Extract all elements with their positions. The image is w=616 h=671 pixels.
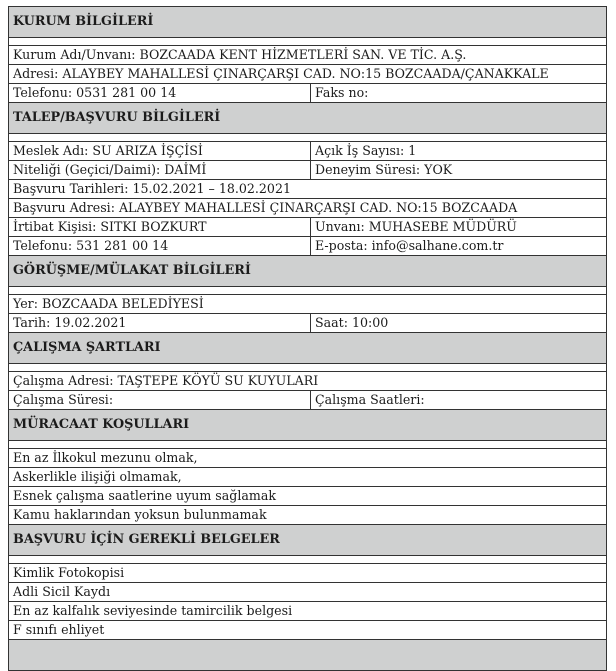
field-kurum-telefon: Telefonu: 0531 281 00 14 [9, 84, 311, 103]
belge-item: En az kalfalık seviyesinde tamircilik belgesi [9, 602, 607, 621]
list-item [9, 564, 607, 583]
belge-item: Kimlik Fotokopisi [9, 564, 607, 583]
field-calisma-saatleri: Çalışma Saatleri: [311, 391, 607, 410]
field-gorusme-yer: Yer: BOZCAADA BELEDİYESİ [9, 295, 607, 314]
form-row [9, 237, 607, 256]
section-header-row [9, 7, 607, 38]
form-row [9, 65, 607, 84]
list-item [9, 506, 607, 525]
field-meslek-adi: Meslek Adı: SU ARIZA İŞÇİSİ [9, 142, 311, 161]
form-row [9, 314, 607, 333]
application-form-table [8, 6, 607, 671]
muracaat-item: Esnek çalışma saatlerine uyum sağlamak [9, 487, 607, 506]
section-title-kurum: KURUM BİLGİLERİ [9, 7, 607, 38]
form-row [9, 218, 607, 237]
belge-item: Adli Sicil Kaydı [9, 583, 607, 602]
form-row [9, 391, 607, 410]
muracaat-item: En az İlkokul mezunu olmak, [9, 449, 607, 468]
field-eposta: E-posta: info@salhane.com.tr [311, 237, 607, 256]
field-calisma-adresi: Çalışma Adresi: TAŞTEPE KÖYÜ SU KUYULARI [9, 372, 607, 391]
field-calisma-suresi: Çalışma Süresi: [9, 391, 311, 410]
list-item [9, 583, 607, 602]
list-item [9, 487, 607, 506]
field-irtibat-kisisi: İrtibat Kişisi: SITKI BOZKURT [9, 218, 311, 237]
field-acik-is-sayisi: Açık İş Sayısı: 1 [311, 142, 607, 161]
section-header-row [9, 256, 607, 287]
list-item [9, 602, 607, 621]
field-basvuru-adresi: Başvuru Adresi: ALAYBEY MAHALLESİ ÇINARÇARŞI CAD. NO:15 BOZCAADA [9, 199, 607, 218]
list-item [9, 621, 607, 640]
next-section-header [9, 640, 607, 671]
belge-item: F sınıfı ehliyet [9, 621, 607, 640]
form-row [9, 199, 607, 218]
field-gorusme-saat: Saat: 10:00 [311, 314, 607, 333]
section-title-calisma: ÇALIŞMA ŞARTLARI [9, 333, 607, 364]
field-kurum-adi: Kurum Adı/Unvanı: BOZCAADA KENT HİZMETLERİ SAN. VE TİC. A.Ş. [9, 46, 607, 65]
field-kurum-adres: Adresi: ALAYBEY MAHALLESİ ÇINARÇARŞI CAD. NO:15 BOZCAADA/ÇANAKKALE [9, 65, 607, 84]
muracaat-item: Kamu haklarından yoksun bulunmamak [9, 506, 607, 525]
form-row [9, 372, 607, 391]
section-header-row [9, 103, 607, 134]
section-header-row [9, 410, 607, 441]
form-row [9, 46, 607, 65]
field-deneyim-suresi: Deneyim Süresi: YOK [311, 161, 607, 180]
section-title-muracaat: MÜRACAAT KOŞULLARI [9, 410, 607, 441]
section-title-gorusme: GÖRÜŞME/MÜLAKAT BİLGİLERİ [9, 256, 607, 287]
field-talep-telefon: Telefonu: 531 281 00 14 [9, 237, 311, 256]
field-basvuru-tarihleri: Başvuru Tarihleri: 15.02.2021 – 18.02.2021 [9, 180, 607, 199]
field-niteligi: Niteliği (Geçici/Daimi): DAİMİ [9, 161, 311, 180]
list-item [9, 449, 607, 468]
list-item [9, 468, 607, 487]
muracaat-item: Askerlikle ilişiği olmamak, [9, 468, 607, 487]
form-row [9, 180, 607, 199]
section-title-talep: TALEP/BAŞVURU BİLGİLERİ [9, 103, 607, 134]
form-row [9, 142, 607, 161]
section-header-row [9, 333, 607, 364]
form-row [9, 295, 607, 314]
field-unvan: Unvanı: MUHASEBE MÜDÜRÜ [311, 218, 607, 237]
section-header-row [9, 640, 607, 671]
section-header-row [9, 525, 607, 556]
section-title-belgeler: BAŞVURU İÇİN GEREKLİ BELGELER [9, 525, 607, 556]
form-row [9, 161, 607, 180]
form-row [9, 84, 607, 103]
field-gorusme-tarih: Tarih: 19.02.2021 [9, 314, 311, 333]
field-kurum-faks: Faks no: [311, 84, 607, 103]
